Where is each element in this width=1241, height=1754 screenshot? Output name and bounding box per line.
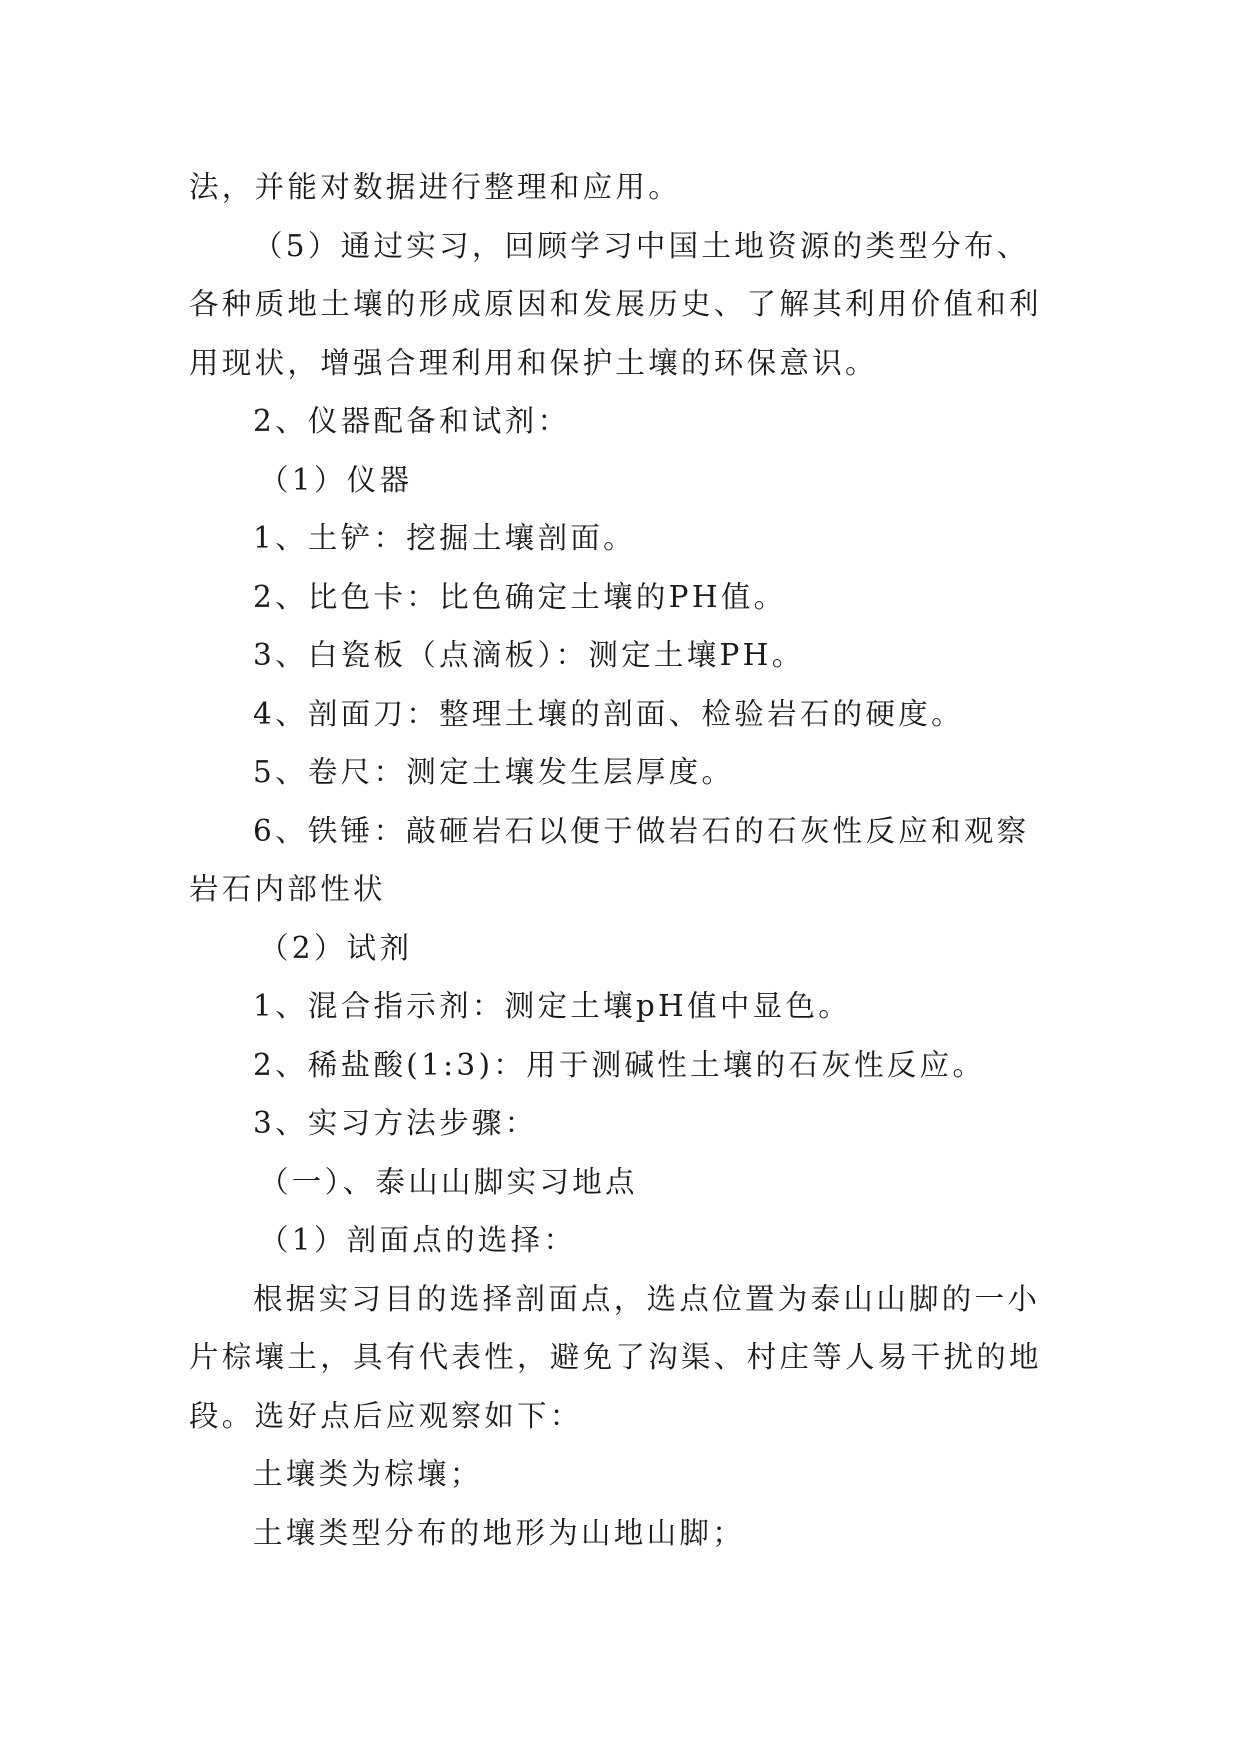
list-item: 5、卷尺：测定土壤发生层厚度。 [253, 755, 735, 789]
list-item: 2、稀盐酸(1:3)：用于测碱性土壤的石灰性反应。 [253, 1047, 986, 1082]
list-item: 1、土铲：挖掘土壤剖面。 [253, 521, 636, 555]
paragraph-line: 片棕壤土，具有代表性，避免了沟渠、村庄等人易干扰的地 [189, 1340, 1042, 1374]
list-item-continuation: 岩石内部性状 [189, 872, 386, 906]
section-heading: 2、仪器配备和试剂： [253, 404, 571, 438]
subsection-heading: （1）仪器 [259, 462, 413, 497]
list-item: 4、剖面刀：整理土壤的剖面、检验岩石的硬度。 [253, 696, 964, 731]
paragraph-line: （5）通过实习，回顾学习中国土地资源的类型分布、 [253, 228, 1030, 263]
paragraph-line: 用现状，增强合理利用和保护土壤的环保意识。 [189, 345, 878, 380]
list-item: 3、白瓷板（点滴板）：测定土壤PH。 [253, 638, 805, 672]
list-item: 1、混合指示剂：测定土壤pH值中显色。 [253, 989, 852, 1023]
subsection-heading: （2）试剂 [259, 930, 413, 965]
paragraph-line: 土壤类型分布的地形为山地山脚； [253, 1515, 746, 1550]
paragraph-line: 土壤类为棕壤； [253, 1457, 483, 1491]
list-item: 6、铁锤：敲砸岩石以便于做岩石的石灰性反应和观察 [253, 813, 1030, 848]
subsection-heading: （1）剖面点的选择： [259, 1223, 577, 1257]
paragraph-line: 各种质地土壤的形成原因和发展历史、了解其利用价值和利 [189, 287, 1042, 321]
paragraph-line: 法，并能对数据进行整理和应用。 [189, 170, 682, 204]
paragraph-line: 段。选好点后应观察如下： [189, 1398, 583, 1433]
subsection-heading: （一）、泰山山脚实习地点 [259, 1164, 638, 1199]
section-heading: 3、实习方法步骤： [253, 1106, 538, 1140]
document-body [189, 158, 1059, 1562]
list-item: 2、比色卡：比色确定土壤的PH值。 [253, 579, 787, 614]
paragraph-line: 根据实习目的选择剖面点，选点位置为泰山山脚的一小 [253, 1281, 1041, 1316]
